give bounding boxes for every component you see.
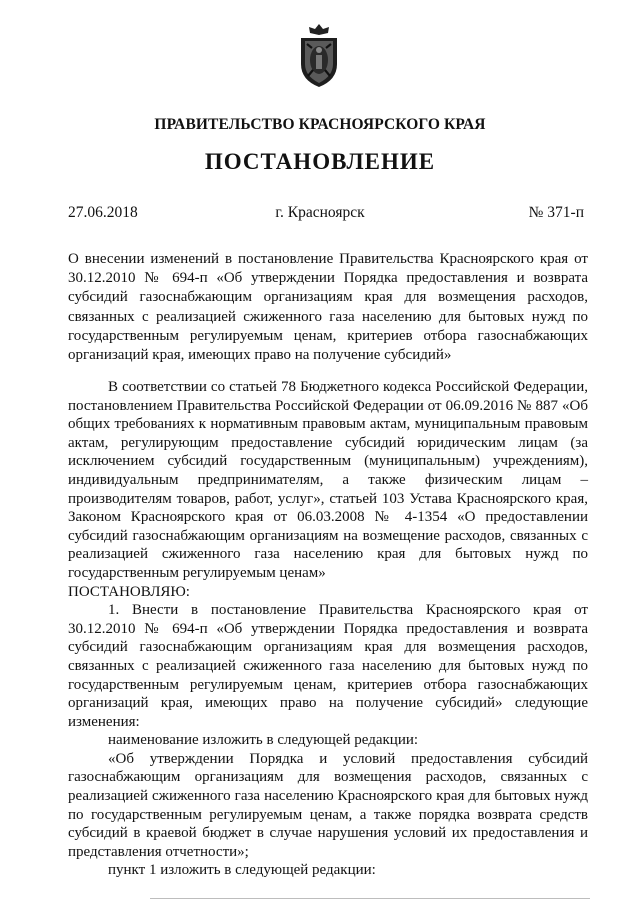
document-number: № 371-п: [528, 204, 584, 221]
preamble-paragraph: В соответствии со статьей 78 Бюджетного кодекса Российской Федерации, постановлением Правительства Российской Федерации от 06.09.2016 № 887 «Об общих требованиях к нормативным правовым актам, муниципальным правовым актам, регулирующим предоставление субсидий юридическим лицам (за исключением субсидий государственным (муниципальным) учреждениям), индивидуальным предпринимателям, а также физическим лицам – производителям товаров, работ, услуг», статьей 103 Устава Красноярского края, Законом Красноярского края от 06.03.2008 № 4-1354 «О предоставлении субсидий газоснабжающим организациям на возмещение расходов, связанных с реализацией сжиженного газа населению края для бытовых нужд по государственным регулируемым ценам»: [68, 379, 588, 581]
coat-of-arms-icon: [293, 22, 345, 90]
document-title: О внесении изменений в постановление Правительства Красноярского края от 30.12.2010 № 694-п «Об утверждении Порядка предоставления и возврата субсидий газоснабжающим организациям края для возмещения расходов, связанных с реализацией сжиженного газа населению для бытовых нужд по государственным регулируемым ценам, критериев отбора газоснабжающих организаций края, имеющих право на получение субсидий»: [68, 251, 588, 364]
document-body: [68, 378, 588, 880]
document-city: г. Красноярск: [275, 204, 365, 221]
document-date: 27.06.2018: [68, 204, 138, 221]
new-name-paragraph: «Об утверждении Порядка и условий предоставления субсидий газоснабжающим организациям для возмещения расходов, связанных с реализацией сжиженного газа населению Красноярского края для бытовых нужд по государственным регулируемым ценам, а также порядка возврата средств субсидий в краевой бюджет в случае нарушения условий их предоставления и представления отчетности»;: [68, 750, 588, 860]
decree-word: ПОСТАНОВЛЯЮ:: [68, 583, 190, 600]
item-1-paragraph: 1. Внести в постановление Правительства Красноярского края от 30.12.2010 № 694-п «Об утверждении Порядка предоставления и возврата субсидий газоснабжающим организациям края для возмещения расходов, связанных с реализацией сжиженного газа населению для бытовых нужд по государственным регулируемым ценам, критериев отбора газоснабжающих организаций края, имеющих право на получение субсидий» следующие изменения:: [68, 602, 588, 730]
government-name: ПРАВИТЕЛЬСТВО КРАСНОЯРСКОГО КРАЯ: [154, 116, 486, 133]
name-change-line: наименование изложить в следующей редакции:: [108, 732, 419, 749]
point-1-line: пункт 1 изложить в следующей редакции:: [108, 862, 376, 879]
page-edge-line: [150, 898, 590, 899]
document-type: ПОСТАНОВЛЕНИЕ: [204, 149, 436, 174]
